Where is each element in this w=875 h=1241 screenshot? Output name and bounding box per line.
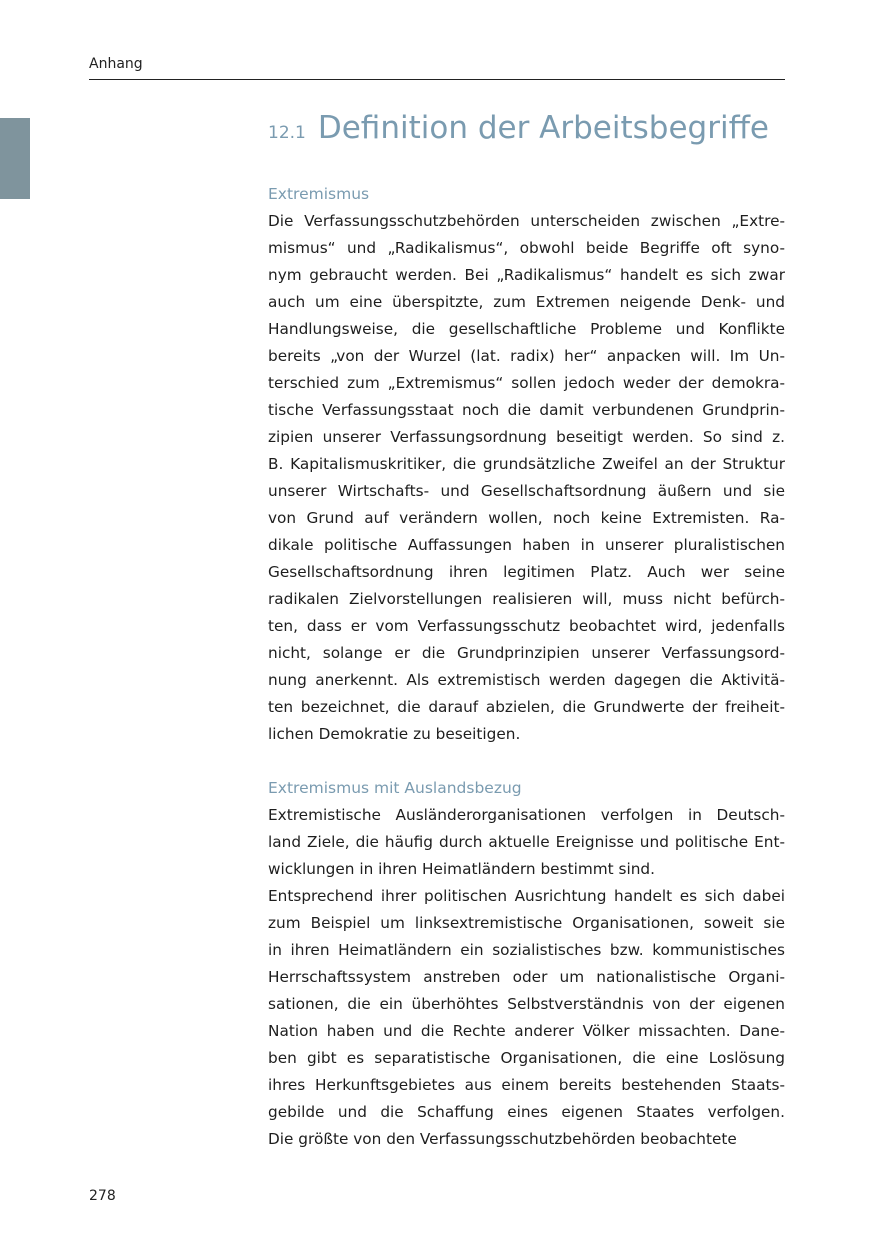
text-line: zipien unserer Verfassungsordnung beseitigt werden. So sind z.: [268, 428, 785, 446]
text-line: sationen, die ein überhöhtes Selbstverständnis von der eigenen: [268, 995, 785, 1013]
page-number: 278: [89, 1188, 116, 1204]
chapter-heading: [268, 110, 788, 146]
text-line: gebilde und die Schaffung eines eigenen Staates verfolgen.: [268, 1103, 785, 1121]
text-line: dikale politische Auffassungen haben in unserer pluralistischen: [268, 536, 785, 554]
chapter-title: Definition der Arbeitsbegriffe: [317, 110, 770, 146]
text-line: mismus“ und „Radikalismus“, obwohl beide Begriffe oft syno-: [268, 239, 785, 257]
text-line: in ihren Heimatländern ein sozialistisches bzw. kommunistisches: [268, 941, 785, 959]
text-line: ihres Herkunftsgebietes aus einem bereits bestehenden Staats-: [268, 1076, 785, 1094]
body-text: [268, 181, 785, 1153]
running-header: Anhang: [89, 56, 143, 72]
text-line: auch um eine überspitzte, zum Extremen neigende Denk- und: [268, 293, 785, 311]
text-line: tische Verfassungsstaat noch die damit verbundenen Grundprin-: [268, 401, 785, 419]
text-line: ben gibt es separatistische Organisationen, die eine Loslösung: [268, 1049, 785, 1067]
section-heading: Extremismus: [268, 185, 370, 203]
text-line: nym gebraucht werden. Bei „Radikalismus“ handelt es sich zwar: [268, 266, 785, 284]
text-line: unserer Wirtschafts- und Gesellschaftsordnung äußern und sie: [268, 482, 785, 500]
text-line: Die Verfassungsschutzbehörden unterscheiden zwischen „Extre-: [268, 212, 785, 230]
text-line: terschied zum „Extremismus“ sollen jedoch weder der demokra-: [268, 374, 785, 392]
text-line: Gesellschaftsordnung ihren legitimen Platz. Auch wer seine: [268, 563, 785, 581]
text-line: land Ziele, die häufig durch aktuelle Ereignisse und politische Ent-: [268, 833, 785, 851]
text-line: zum Beispiel um linksextremistische Organisationen, soweit sie: [268, 914, 785, 932]
text-line: von Grund auf verändern wollen, noch keine Extremisten. Ra-: [268, 509, 785, 527]
section-gap: [268, 748, 785, 775]
text-line: Herrschaftssystem anstreben oder um nationalistische Organi-: [268, 968, 785, 986]
text-line: nung anerkennt. Als extremistisch werden dagegen die Aktivitä-: [268, 671, 785, 689]
text-line: B. Kapitalismuskritiker, die grundsätzliche Zweifel an der Struktur: [268, 455, 785, 473]
chapter-side-tab: [0, 118, 30, 199]
section-heading: Extremismus mit Auslandsbezug: [268, 779, 522, 797]
text-line: radikalen Zielvorstellungen realisieren will, muss nicht befürch-: [268, 590, 785, 608]
text-line: Nation haben und die Rechte anderer Völker missachten. Dane-: [268, 1022, 785, 1040]
text-line: nicht, solange er die Grundprinzipien unserer Verfassungsord-: [268, 644, 785, 662]
text-line: bereits „von der Wurzel (lat. radix) her“ anpacken will. Im Un-: [268, 347, 785, 365]
text-line: Entsprechend ihrer politischen Ausrichtung handelt es sich dabei: [268, 887, 785, 905]
text-line: wicklungen in ihren Heimatländern bestimmt sind.: [268, 860, 655, 878]
text-line: ten bezeichnet, die darauf abzielen, die Grundwerte der freiheit-: [268, 698, 785, 716]
text-line: Extremistische Ausländerorganisationen verfolgen in Deutsch-: [268, 806, 785, 824]
header-rule: [89, 79, 785, 80]
text-line: Handlungsweise, die gesellschaftliche Probleme und Konflikte: [268, 320, 785, 338]
text-line: ten, dass er vom Verfassungsschutz beobachtet wird, jedenfalls: [268, 617, 785, 635]
text-line: Die größte von den Verfassungsschutzbehörden beobachtete: [268, 1130, 737, 1148]
chapter-number: 12.1: [268, 123, 306, 143]
text-line: lichen Demokratie zu beseitigen.: [268, 725, 521, 743]
